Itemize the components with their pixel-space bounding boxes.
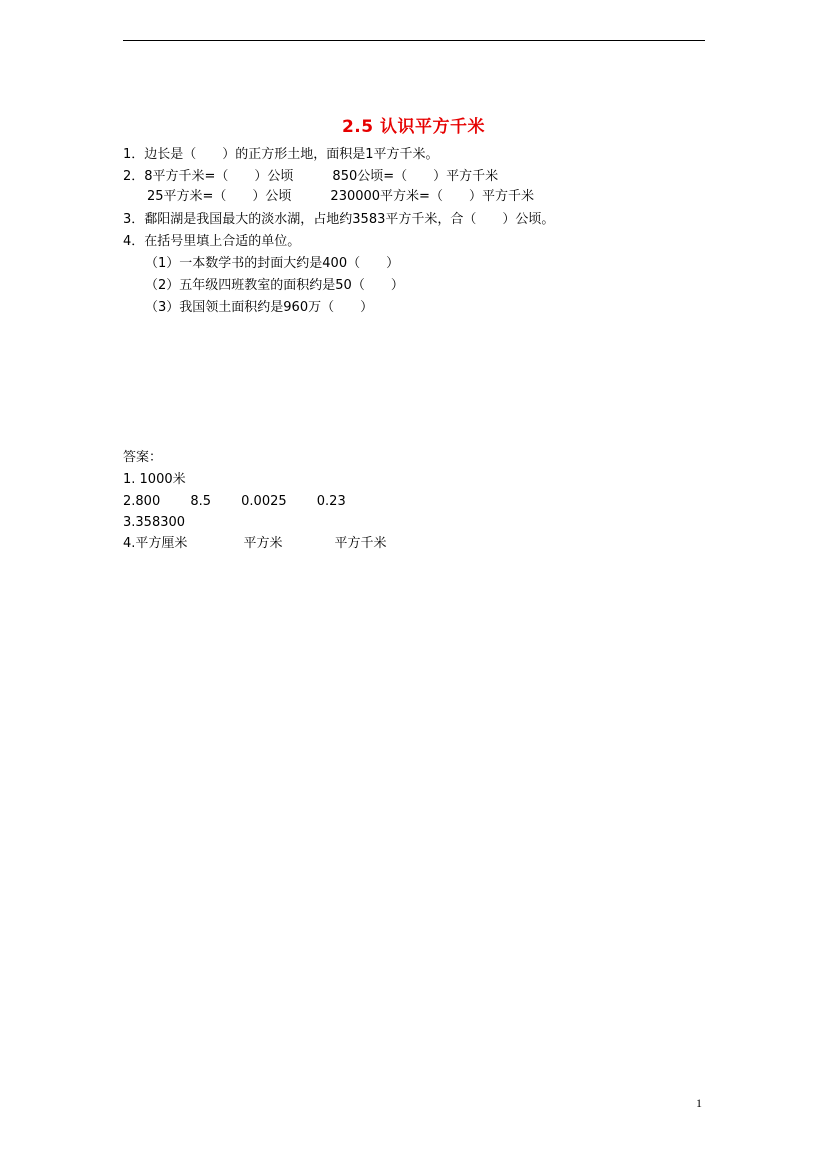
question-2-line-2: 25平方米=（ ）公顷 230000平方米=（ ）平方千米 [147,189,534,204]
question-4-item-3: （3）我国领土面积约是960万（ ） [145,300,374,315]
answer-4: 4.平方厘米 平方米 平方千米 [123,536,387,551]
answer-3: 3.358300 [123,515,186,530]
page-number: 1 [696,1096,702,1110]
question-4-item-2: （2）五年级四班教室的面积约是50（ ） [145,278,404,293]
page-title: 2.5 认识平方千米 [341,117,486,137]
question-1: 1．边长是（ ）的正方形土地，面积是1平方千米。 [123,147,439,162]
question-3: 3．鄱阳湖是我国最大的淡水湖，占地约3583平方千米，合（ ）公顷。 [123,212,555,227]
question-2-line-1: 2．8平方千米=（ ）公顷 850公顷=（ ）平方千米 [123,169,499,184]
answer-1: 1. 1000米 [123,472,186,487]
question-4: 4．在括号里填上合适的单位。 [123,234,301,249]
answers-heading: 答案： [123,450,163,465]
question-4-item-1: （1）一本数学书的封面大约是400（ ） [145,256,400,271]
answer-2: 2.800 8.5 0.0025 0.23 [123,494,346,509]
header-rule [123,40,705,41]
